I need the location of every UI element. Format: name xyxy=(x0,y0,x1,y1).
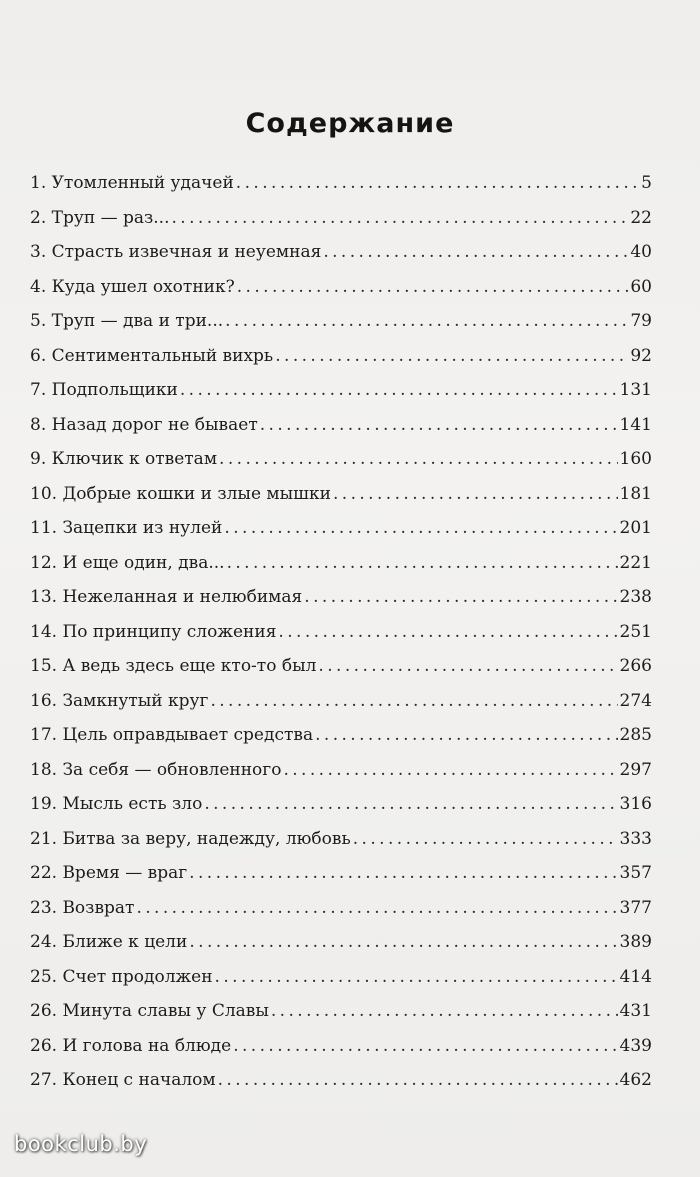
toc-entry-title: 3. Страсть извечная и неуемная xyxy=(30,242,322,262)
watermark: bookclub.by xyxy=(14,1132,148,1156)
toc-entry-page-number: 389 xyxy=(619,932,652,952)
toc-entry-title: 12. И еще один, два... xyxy=(30,552,225,573)
toc-entry xyxy=(30,546,652,581)
toc-entry-page-number: 439 xyxy=(619,1035,652,1056)
toc-entry xyxy=(30,925,652,960)
dot-leader xyxy=(189,856,617,891)
toc-entry xyxy=(30,339,652,374)
toc-entry-page-number: 462 xyxy=(619,1070,652,1090)
toc-entry xyxy=(30,235,652,270)
toc-entry-page-number: 414 xyxy=(619,966,652,987)
toc-entry xyxy=(30,580,652,615)
dot-leader xyxy=(333,477,618,512)
toc-entry-page-number: 266 xyxy=(619,656,652,676)
toc-entry xyxy=(30,684,652,719)
toc-entry-page-number: 285 xyxy=(619,725,652,745)
toc-entry-title: 26. И голова на блюде xyxy=(30,1035,232,1056)
toc-entry xyxy=(30,1029,652,1064)
dot-leader xyxy=(323,235,628,270)
toc-entry-page-number: 5 xyxy=(641,173,652,193)
toc-entry-title: 8. Назад дорог не бывает xyxy=(30,414,258,435)
toc-entry xyxy=(30,822,652,857)
toc-entry-page-number: 221 xyxy=(619,552,652,573)
dot-leader xyxy=(218,1063,618,1098)
dot-leader xyxy=(233,1029,617,1064)
toc-entry xyxy=(30,891,652,926)
toc-entry-page-number: 316 xyxy=(619,794,652,814)
toc-entry-page-number: 274 xyxy=(619,690,652,711)
toc-entry-page-number: 333 xyxy=(619,828,652,849)
toc-entry xyxy=(30,477,652,512)
toc-entry xyxy=(30,1063,652,1098)
dot-leader xyxy=(353,822,618,857)
toc-entry-page-number: 377 xyxy=(619,897,652,918)
dot-leader xyxy=(225,304,628,339)
toc-entry-page-number: 40 xyxy=(630,242,652,262)
dot-leader xyxy=(304,580,617,615)
toc-entry-title: 4. Куда ушел охотник? xyxy=(30,276,235,297)
toc-entry-title: 5. Труп — два и три... xyxy=(30,311,224,331)
toc-entry-page-number: 92 xyxy=(630,345,652,366)
dot-leader xyxy=(180,373,618,408)
toc-entry-page-number: 60 xyxy=(630,276,652,297)
toc-entry xyxy=(30,856,652,891)
toc-entry-title: 26. Минута славы у Славы xyxy=(30,1001,269,1021)
toc-entry-title: 22. Время — враг xyxy=(30,863,188,883)
toc-entry xyxy=(30,373,652,408)
toc-entry xyxy=(30,787,652,822)
toc-entry-title: 17. Цель оправдывает средства xyxy=(30,725,314,745)
dot-leader xyxy=(236,166,639,201)
toc-entry-title: 18. За себя — обновленного xyxy=(30,759,282,780)
toc-entry xyxy=(30,649,652,684)
toc-entry-title: 16. Замкнутый круг xyxy=(30,690,209,711)
toc-entry-title: 14. По принципу сложения xyxy=(30,621,277,642)
toc-entry xyxy=(30,304,652,339)
toc-entry xyxy=(30,615,652,650)
toc-entry xyxy=(30,201,652,236)
toc-entry-page-number: 141 xyxy=(619,414,652,435)
toc-entry-page-number: 238 xyxy=(619,587,652,607)
toc-entry-title: 7. Подпольщики xyxy=(30,380,178,400)
dot-leader xyxy=(275,339,628,374)
toc-entry-title: 1. Утомленный удачей xyxy=(30,173,234,193)
toc-entry-title: 27. Конец с началом xyxy=(30,1070,216,1090)
toc-entry-page-number: 357 xyxy=(619,863,652,883)
toc-entry-title: 23. Возврат xyxy=(30,897,135,918)
dot-leader xyxy=(215,960,618,995)
toc-entry xyxy=(30,718,652,753)
toc-entry-page-number: 131 xyxy=(619,380,652,400)
toc-entry xyxy=(30,442,652,477)
toc-entry xyxy=(30,511,652,546)
toc-entry-title: 15. А ведь здесь еще кто-то был xyxy=(30,656,317,676)
toc-entry-page-number: 181 xyxy=(619,483,652,504)
toc-entry-page-number: 22 xyxy=(630,207,652,228)
toc-entry-page-number: 160 xyxy=(619,449,652,469)
toc-entry xyxy=(30,408,652,443)
toc-entry-title: 2. Труп — раз... xyxy=(30,207,170,228)
toc-entry-title: 6. Сентиментальный вихрь xyxy=(30,345,274,366)
toc-entry xyxy=(30,960,652,995)
toc-entry-title: 19. Мысль есть зло xyxy=(30,794,203,814)
dot-leader xyxy=(315,718,617,753)
toc-entry-page-number: 431 xyxy=(619,1001,652,1021)
dot-leader xyxy=(227,546,618,581)
dot-leader xyxy=(224,511,617,546)
dot-leader xyxy=(210,684,617,719)
dot-leader xyxy=(318,649,617,684)
toc-entry xyxy=(30,166,652,201)
dot-leader xyxy=(136,891,617,926)
toc-entry-page-number: 79 xyxy=(630,311,652,331)
toc-entry-title: 21. Битва за веру, надежду, любовь xyxy=(30,828,351,849)
toc-entry-title: 24. Ближе к цели xyxy=(30,932,188,952)
dot-leader xyxy=(283,753,617,788)
toc-entry xyxy=(30,994,652,1029)
toc-entry xyxy=(30,753,652,788)
page-title: Содержание xyxy=(245,108,455,139)
dot-leader xyxy=(219,442,618,477)
dot-leader xyxy=(271,994,618,1029)
toc-entry-page-number: 201 xyxy=(619,518,652,538)
dot-leader xyxy=(204,787,617,822)
toc-entry xyxy=(30,270,652,305)
dot-leader xyxy=(278,615,617,650)
toc-entry-title: 11. Зацепки из нулей xyxy=(30,518,223,538)
toc-entry-title: 10. Добрые кошки и злые мышки xyxy=(30,483,331,504)
toc-entry-title: 25. Счет продолжен xyxy=(30,966,213,987)
dot-leader xyxy=(237,270,629,305)
toc-entry-page-number: 297 xyxy=(619,759,652,780)
dot-leader xyxy=(189,925,617,960)
dot-leader xyxy=(172,201,629,236)
toc-entry-page-number: 251 xyxy=(619,621,652,642)
toc-entry-title: 9. Ключик к ответам xyxy=(30,449,218,469)
dot-leader xyxy=(260,408,618,443)
table-of-contents xyxy=(30,166,652,1098)
toc-entry-title: 13. Нежеланная и нелюбимая xyxy=(30,587,303,607)
